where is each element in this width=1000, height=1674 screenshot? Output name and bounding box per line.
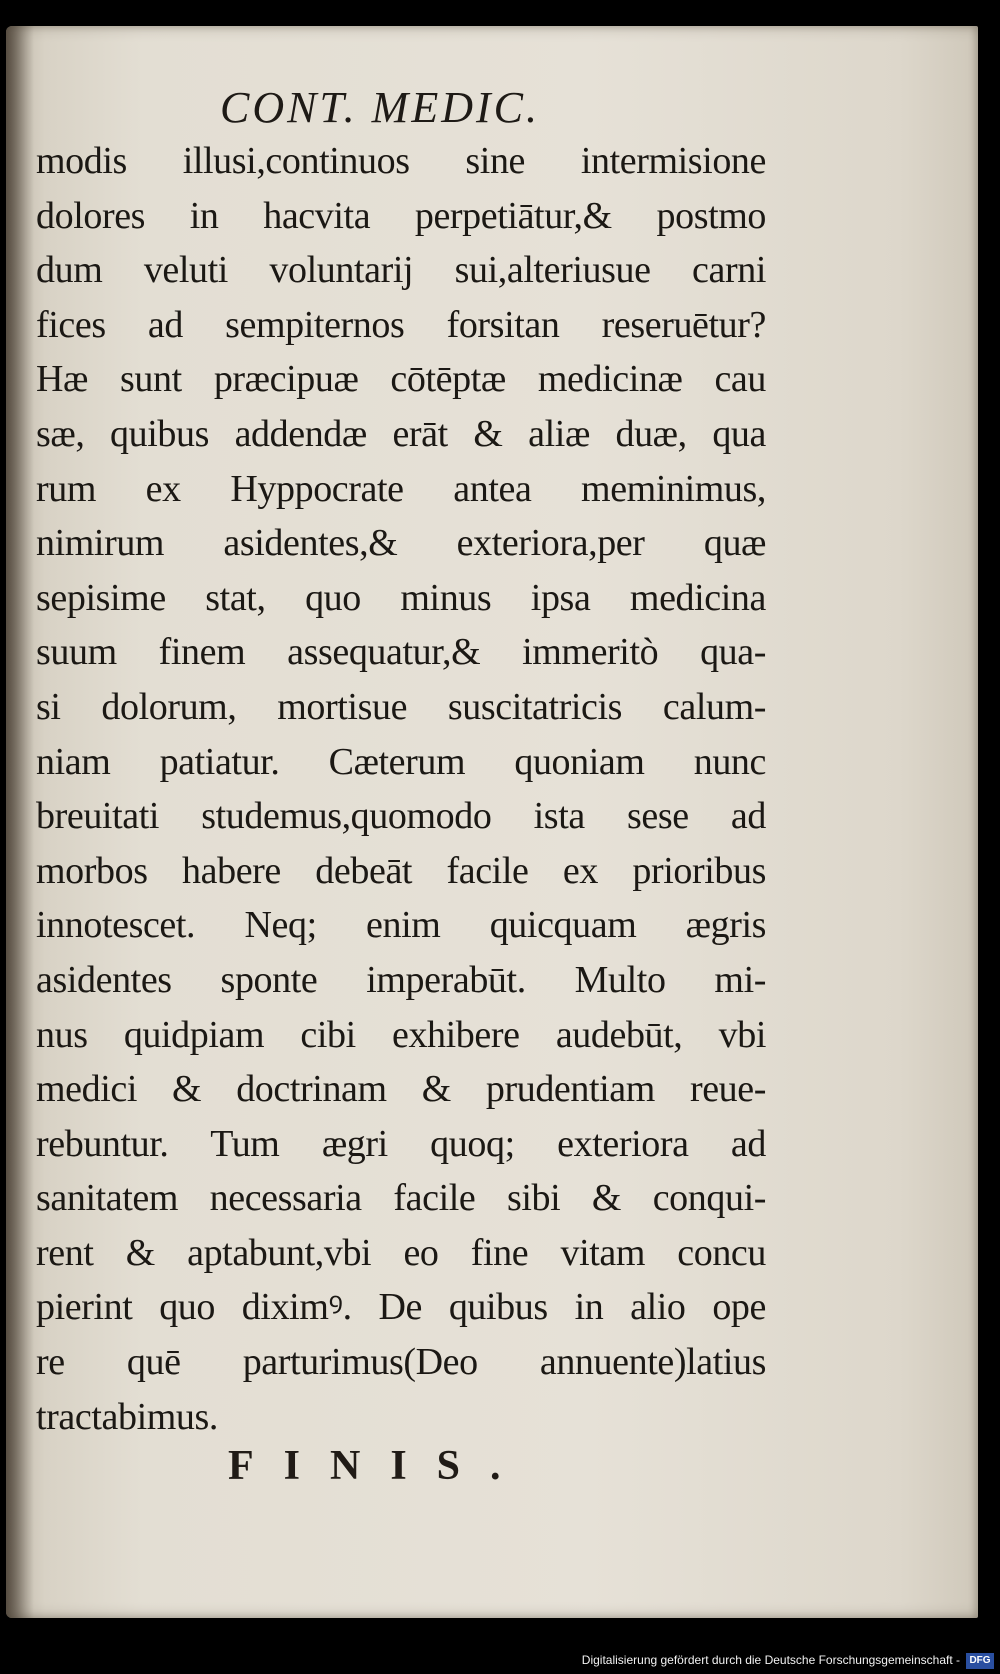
text-line: niam patiatur. Cæterum quoniam nunc: [36, 740, 766, 783]
text-line: dum veluti voluntarij sui,alteriusue carni: [36, 249, 766, 292]
text-line: dolores in hacvita perpetiātur,& postmo: [36, 194, 766, 237]
finis-heading: FINIS.: [228, 1443, 531, 1489]
text-line: suum finem assequatur,& immeritò qua-: [36, 631, 766, 674]
text-line: fices ad sempiternos forsitan reseruētur?: [36, 303, 766, 346]
running-head: CONT. MEDIC.: [220, 83, 540, 132]
text-line: rum ex Hyppocrate antea meminimus,: [36, 467, 766, 510]
footer-credit: Digitalisierung gefördert durch die Deutsche Forschungsgemeinschaft -: [581, 1653, 960, 1667]
text-line: si dolorum, mortisue suscitatricis calum-: [36, 685, 766, 728]
book-page: [6, 26, 978, 1618]
text-line: innotescet. Neq; enim quicquam ægris: [36, 904, 766, 947]
text-line: rebuntur. Tum ægri quoq; exteriora ad: [36, 1122, 766, 1165]
text-line: sepisime stat, quo minus ipsa medicina: [36, 576, 766, 619]
text-line: rent & aptabunt,vbi eo fine vitam concu: [36, 1231, 766, 1274]
text-line: tractabimus.: [36, 1395, 218, 1438]
text-line: sanitatem necessaria facile sibi & conqui-: [36, 1177, 766, 1220]
text-line: morbos habere debeāt facile ex prioribus: [36, 849, 766, 892]
text-line: Hæ sunt præcipuæ cōtēptæ medicinæ cau: [36, 358, 766, 401]
text-line: nus quidpiam cibi exhibere audebūt, vbi: [36, 1013, 766, 1056]
text-line: re quē parturimus(Deo annuente)latius: [36, 1341, 766, 1384]
body-text: [36, 134, 766, 1444]
text-line: breuitati studemus,quomodo ista sese ad: [36, 795, 766, 838]
text-line: asidentes sponte imperabūt. Multo mi-: [36, 958, 766, 1001]
text-line: nimirum asidentes,& exteriora,per quæ: [36, 522, 766, 565]
text-line: medici & doctrinam & prudentiam reue-: [36, 1068, 766, 1111]
text-line: pierint quo diximꝰ. De quibus in alio ope: [36, 1286, 766, 1329]
dfg-logo-icon: DFG: [966, 1653, 994, 1669]
digitization-footer: [0, 1650, 1000, 1674]
text-line: sæ, quibus addendæ erāt & aliæ duæ, qua: [36, 412, 766, 455]
text-line: modis illusi,continuos sine intermisione: [36, 140, 766, 182]
spine-shadow: [6, 26, 34, 1618]
